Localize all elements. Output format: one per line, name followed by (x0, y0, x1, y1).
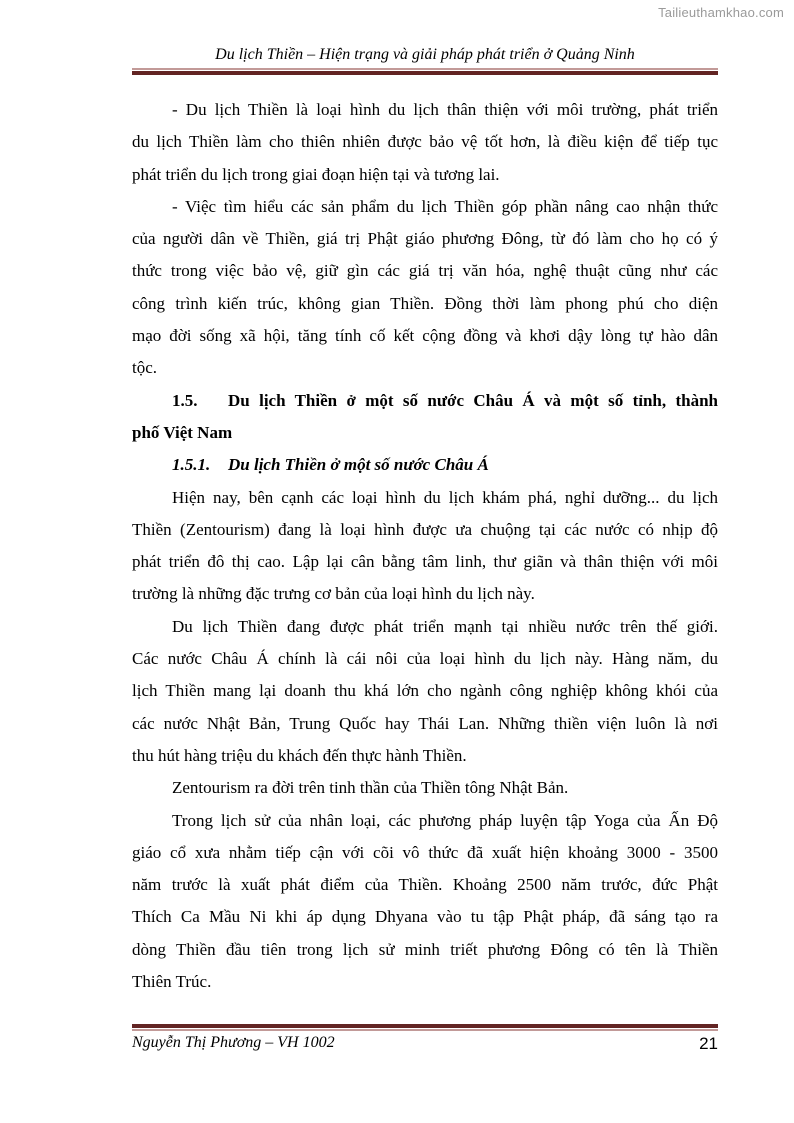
text-line: các nước Nhật Bản, Trung Quốc hay Thái Lan. Những thiền viện luôn là nơi (132, 713, 718, 733)
running-header: Du lịch Thiền – Hiện trạng và giải pháp phát triển ở Quảng Ninh (215, 46, 635, 63)
section-number: 1.5. (172, 390, 198, 410)
text-line: trường là những đặc trưng cơ bản của loại hình du lịch này. (132, 584, 535, 604)
section-title: Du lịch Thiền ở một số nước Châu Á và một số tỉnh, thành (228, 390, 718, 410)
section-title-cont: phố Việt Nam (132, 422, 233, 442)
footer-author: Nguyễn Thị Phương – VH 1002 (132, 1034, 335, 1051)
text-line: - Du lịch Thiền là loại hình du lịch thân thiện với môi trường, phát triển (172, 100, 718, 119)
header-rule (132, 68, 718, 75)
text-line: Trong lịch sử của nhân loại, các phương pháp luyện tập Yoga của Ấn Độ (172, 810, 718, 830)
text-line: Hiện nay, bên cạnh các loại hình du lịch khám phá, nghỉ dưỡng... du lịch (172, 487, 718, 507)
text-line: Thích Ca Mầu Ni khi áp dụng Dhyana vào tu tập Phật pháp, đã sáng tạo ra (132, 907, 718, 927)
subsection-title: Du lịch Thiền ở một số nước Châu Á (228, 455, 489, 475)
text-line: thu hút hàng triệu du khách đến thực hành Thiền. (132, 745, 467, 765)
page-body (132, 94, 718, 998)
text-line: giáo cổ xưa nhằm tiếp cận với cõi vô thức đã xuất hiện khoảng 3000 - 3500 (132, 842, 718, 862)
text-line: dòng Thiền đầu tiên trong lịch sử minh triết phương Đông có tên là Thiền (132, 939, 718, 959)
text-line: - Việc tìm hiểu các sản phẩm du lịch Thiền góp phần nâng cao nhận thức (172, 196, 718, 216)
text-line: Du lịch Thiền đang được phát triển mạnh tại nhiều nước trên thế giới. (172, 616, 718, 636)
subsection-heading-1-5-1 (132, 449, 718, 481)
paragraph (132, 482, 718, 611)
footer-rule (132, 1024, 718, 1031)
subsection-number: 1.5.1. (172, 455, 211, 475)
footer (132, 1034, 718, 1052)
text-line: Zentourism ra đời trên tinh thần của Thiền tông Nhật Bản. (172, 778, 569, 798)
text-line: công trình kiến trúc, không gian Thiền. Đồng thời làm phong phú cho diện (132, 293, 718, 313)
text-line: lịch Thiền mang lại doanh thu khá lớn cho ngành công nghiệp không khói của (132, 681, 718, 701)
text-line: phát triển du lịch trong giai đoạn hiện tại và tương lai. (132, 164, 500, 184)
text-line: mạo đời sống xã hội, tăng tính cố kết cộng đồng và khơi dậy lòng tự hào dân (132, 326, 718, 346)
page-number: 21 (699, 1034, 718, 1053)
paragraph (132, 772, 718, 804)
section-heading-1-5 (132, 385, 718, 417)
text-line: năm trước là xuất phát điểm của Thiền. Khoảng 2500 năm trước, đức Phật (132, 875, 718, 895)
text-line: Các nước Châu Á chính là cái nôi của loại hình du lịch này. Hàng năm, du (132, 649, 718, 669)
paragraph (132, 191, 718, 385)
watermark: Tailieuthamkhao.com (658, 5, 784, 20)
paragraph (132, 611, 718, 772)
text-line: của người dân về Thiền, giá trị Phật giáo phương Đông, từ đó làm cho họ có ý (132, 229, 718, 249)
text-line: du lịch Thiền làm cho thiên nhiên được bảo vệ tốt hơn, là điều kiện để tiếp tục (132, 132, 718, 152)
text-line: Thiền (Zentourism) đang là loại hình được ưa chuộng tại các nước có nhịp độ (132, 519, 718, 539)
paragraph (132, 805, 718, 999)
text-line: phát triển đô thị cao. Lập lại cân bằng tâm linh, thư giãn và thân thiện với môi (132, 552, 718, 572)
paragraph (132, 94, 718, 191)
text-line: thức trong việc bảo vệ, giữ gìn các giá trị văn hóa, nghệ thuật cũng như các (132, 261, 718, 281)
text-line: Thiên Trúc. (132, 972, 212, 992)
text-line: tộc. (132, 358, 158, 378)
